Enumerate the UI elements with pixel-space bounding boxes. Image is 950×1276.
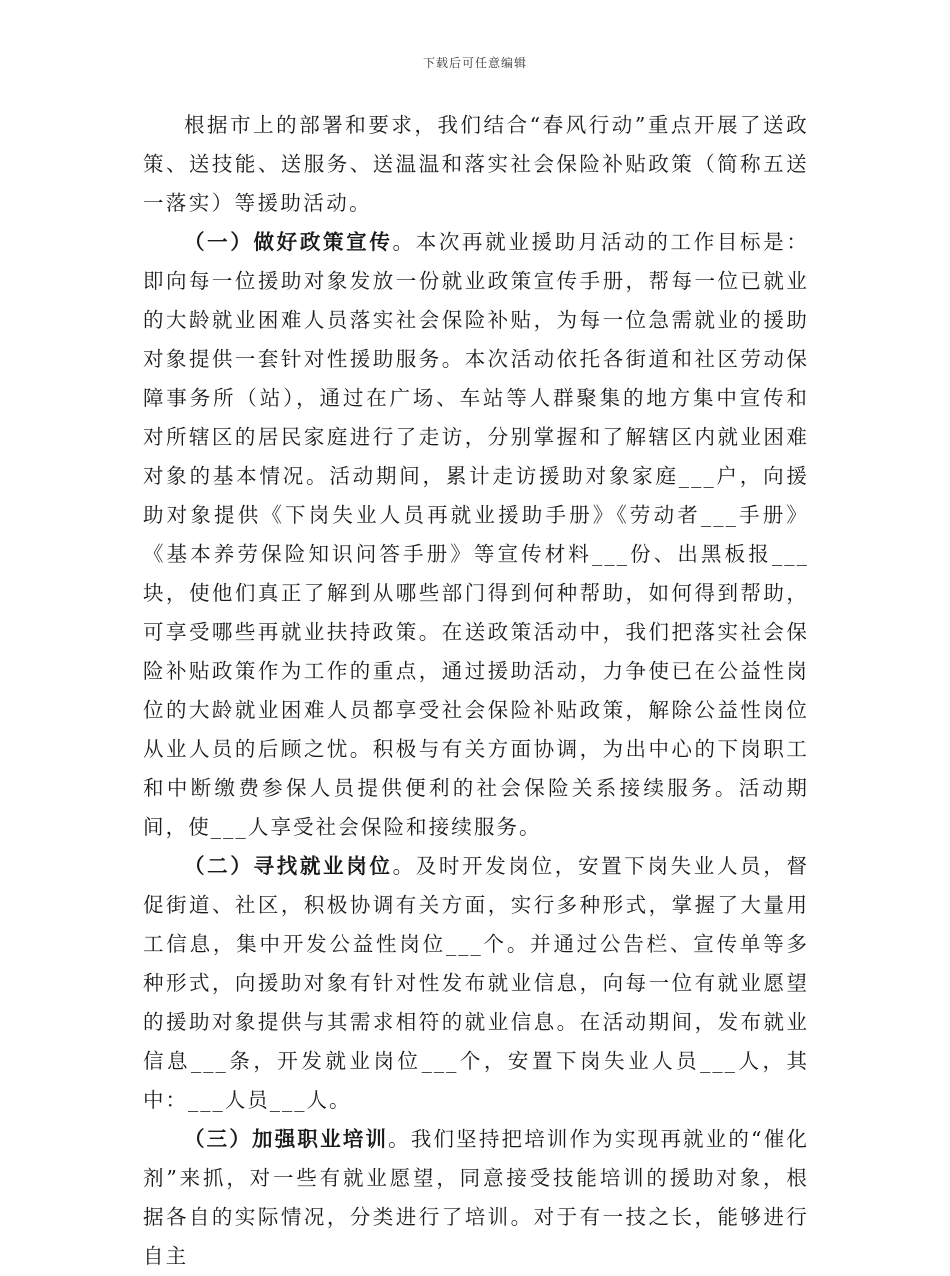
section-heading: （二）寻找就业岗位 bbox=[184, 854, 393, 878]
paragraph-text: 。及时开发岗位，安置下岗失业人员，督促街道、社区，积极协调有关方面，实行多种形式，掌握了大量用工信息，集中开发公益性岗位___个。并通过公告栏、宣传单等多种形式，向援助对象有针对性发布就业信息，向每一位有就业愿望的援助对象提供与其需求相符的就业信息。在活动期间，发布就业信息___条，开发就业岗位___个，安置下岗失业人员___人，其中：___人员___人。 bbox=[143, 854, 810, 1112]
paragraph-vocational-training bbox=[143, 1120, 809, 1276]
page-header: 下载后可任意编辑 bbox=[422, 56, 527, 70]
paragraph-text: 。本次再就业援助月活动的工作目标是：即向每一位援助对象发放一份就业政策宣传手册，帮每一位已就业的大龄就业困难人员落实社会保险补贴，为每一位急需就业的援助对象提供一套针对性援助服务。本次活动依托各街道和社区劳动保障事务所（站），通过在广场、车站等人群聚集的地方集中宣传和对所辖区的居民家庭进行了走访，分别掌握和了解辖区内就业困难对象的基本情况。活动期间，累计走访援助对象家庭___户，向援助对象提供《下岗失业人员再就业援助手册》《劳动者___手册》《基本养劳保险知识问答手册》等宣传材料___份、出黑板报___块，使他们真正了解到从哪些部门得到何种帮助，如何得到帮助，可享受哪些再就业扶持政策。在送政策活动中，我们把落实社会保险补贴政策作为工作的重点，通过援助活动，力争使已在公益性岗位的大龄就业困难人员都享受社会保险补贴政策，解除公益性岗位从业人员的后顾之忧。积极与有关方面协调，为出中心的下岗职工和中断缴费参保人员提供便利的社会保险关系接续服务。活动期间，使___人享受社会保险和接续服务。 bbox=[143, 230, 809, 839]
paragraph-text: 。我们坚持把培训作为实现再就业的“催化剂”来抓，对一些有就业愿望，同意接受技能培训的援助对象，根据各自的实际情况，分类进行了培训。对于有一技之长，能够进行自主 bbox=[143, 1127, 809, 1268]
document-body bbox=[143, 106, 809, 1276]
paragraph-policy-promotion bbox=[143, 223, 809, 847]
section-heading: （一）做好政策宣传 bbox=[184, 230, 393, 254]
paragraph-text: 根据市上的部署和要求，我们结合“春风行动”重点开展了送政策、送技能、送服务、送温温和落实社会保险补贴政策（简称五送一落实）等援助活动。 bbox=[143, 113, 809, 215]
paragraph-job-positions bbox=[143, 847, 809, 1120]
section-heading: （三）加强职业培训 bbox=[184, 1127, 389, 1151]
paragraph-intro bbox=[143, 106, 809, 223]
